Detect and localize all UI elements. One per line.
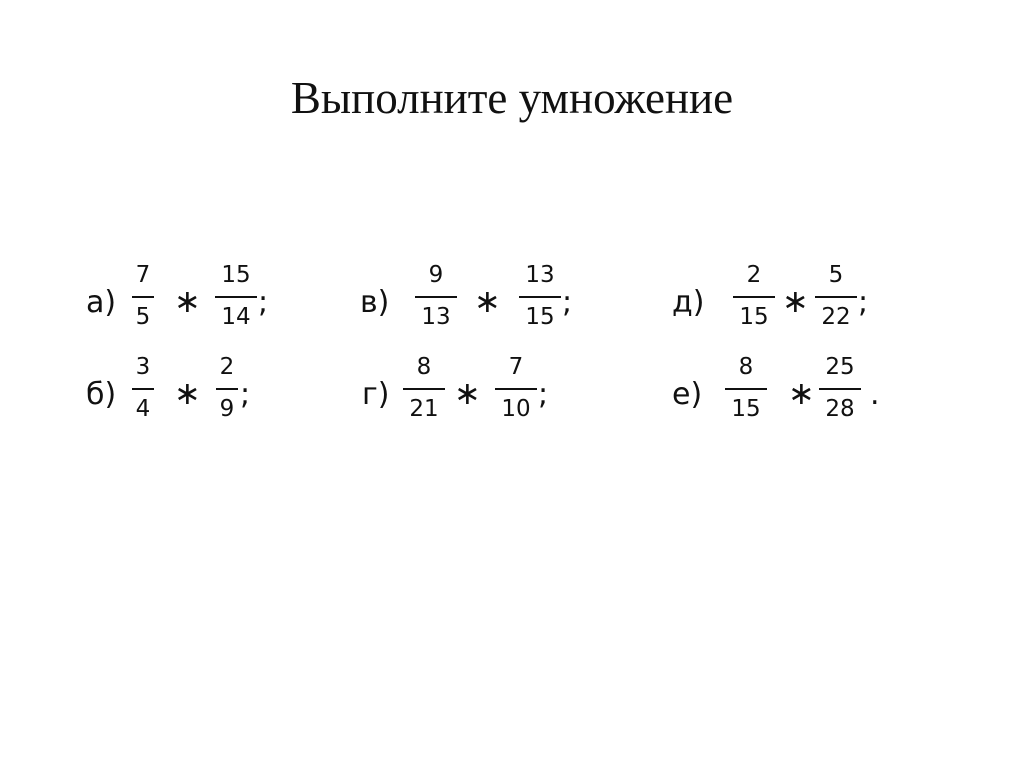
task-v	[360, 260, 590, 344]
fraction-bar	[815, 296, 857, 298]
denominator: 14	[221, 304, 251, 330]
fraction-bar	[132, 296, 154, 298]
multiply-sign: ∗	[788, 374, 815, 412]
fraction-right	[214, 352, 240, 424]
numerator: 7	[135, 262, 151, 288]
punctuation: ;	[562, 285, 573, 320]
multiply-sign: ∗	[474, 282, 501, 320]
denominator: 15	[739, 304, 769, 330]
fraction-left	[130, 352, 156, 424]
numerator: 2	[746, 262, 762, 288]
numerator: 25	[825, 354, 855, 380]
task-a	[86, 260, 286, 344]
punctuation: ;	[240, 377, 251, 412]
fraction-right	[214, 260, 258, 332]
task-label: е)	[672, 377, 703, 412]
fraction-left	[414, 260, 458, 332]
numerator: 8	[416, 354, 432, 380]
punctuation: ;	[258, 285, 269, 320]
task-d	[672, 260, 882, 344]
fraction-bar	[819, 388, 861, 390]
denominator: 22	[821, 304, 851, 330]
denominator: 10	[501, 396, 531, 422]
task-label: в)	[360, 285, 390, 320]
multiply-sign: ∗	[174, 282, 201, 320]
denominator: 9	[219, 396, 235, 422]
denominator: 5	[135, 304, 151, 330]
fraction-left	[402, 352, 446, 424]
task-b	[86, 352, 286, 436]
numerator: 15	[221, 262, 251, 288]
task-label: д)	[672, 285, 705, 320]
denominator: 15	[525, 304, 555, 330]
numerator: 9	[428, 262, 444, 288]
fraction-right	[814, 260, 858, 332]
fraction-bar	[215, 296, 257, 298]
fraction-bar	[495, 388, 537, 390]
fraction-right	[518, 260, 562, 332]
denominator: 4	[135, 396, 151, 422]
fraction-bar	[403, 388, 445, 390]
fraction-right	[818, 352, 862, 424]
punctuation: ;	[858, 285, 869, 320]
task-label: б)	[86, 377, 117, 412]
fraction-left	[724, 352, 768, 424]
denominator: 28	[825, 396, 855, 422]
fraction-bar	[733, 296, 775, 298]
numerator: 13	[525, 262, 555, 288]
fraction-bar	[132, 388, 154, 390]
numerator: 5	[828, 262, 844, 288]
task-e	[672, 352, 902, 436]
fraction-left	[130, 260, 156, 332]
task-label: г)	[362, 377, 390, 412]
page-title: Выполните умножение	[290, 73, 734, 123]
fraction-right	[494, 352, 538, 424]
denominator: 21	[409, 396, 439, 422]
numerator: 8	[738, 354, 754, 380]
fraction-bar	[519, 296, 561, 298]
fraction-bar	[725, 388, 767, 390]
multiply-sign: ∗	[782, 282, 809, 320]
fraction-left	[732, 260, 776, 332]
numerator: 3	[135, 354, 151, 380]
fraction-bar	[415, 296, 457, 298]
multiply-sign: ∗	[454, 374, 481, 412]
numerator: 2	[219, 354, 235, 380]
task-g	[362, 352, 572, 436]
denominator: 15	[731, 396, 761, 422]
punctuation: .	[870, 377, 880, 412]
task-label: а)	[86, 285, 117, 320]
punctuation: ;	[538, 377, 549, 412]
multiply-sign: ∗	[174, 374, 201, 412]
fraction-bar	[216, 388, 238, 390]
numerator: 7	[508, 354, 524, 380]
denominator: 13	[421, 304, 451, 330]
